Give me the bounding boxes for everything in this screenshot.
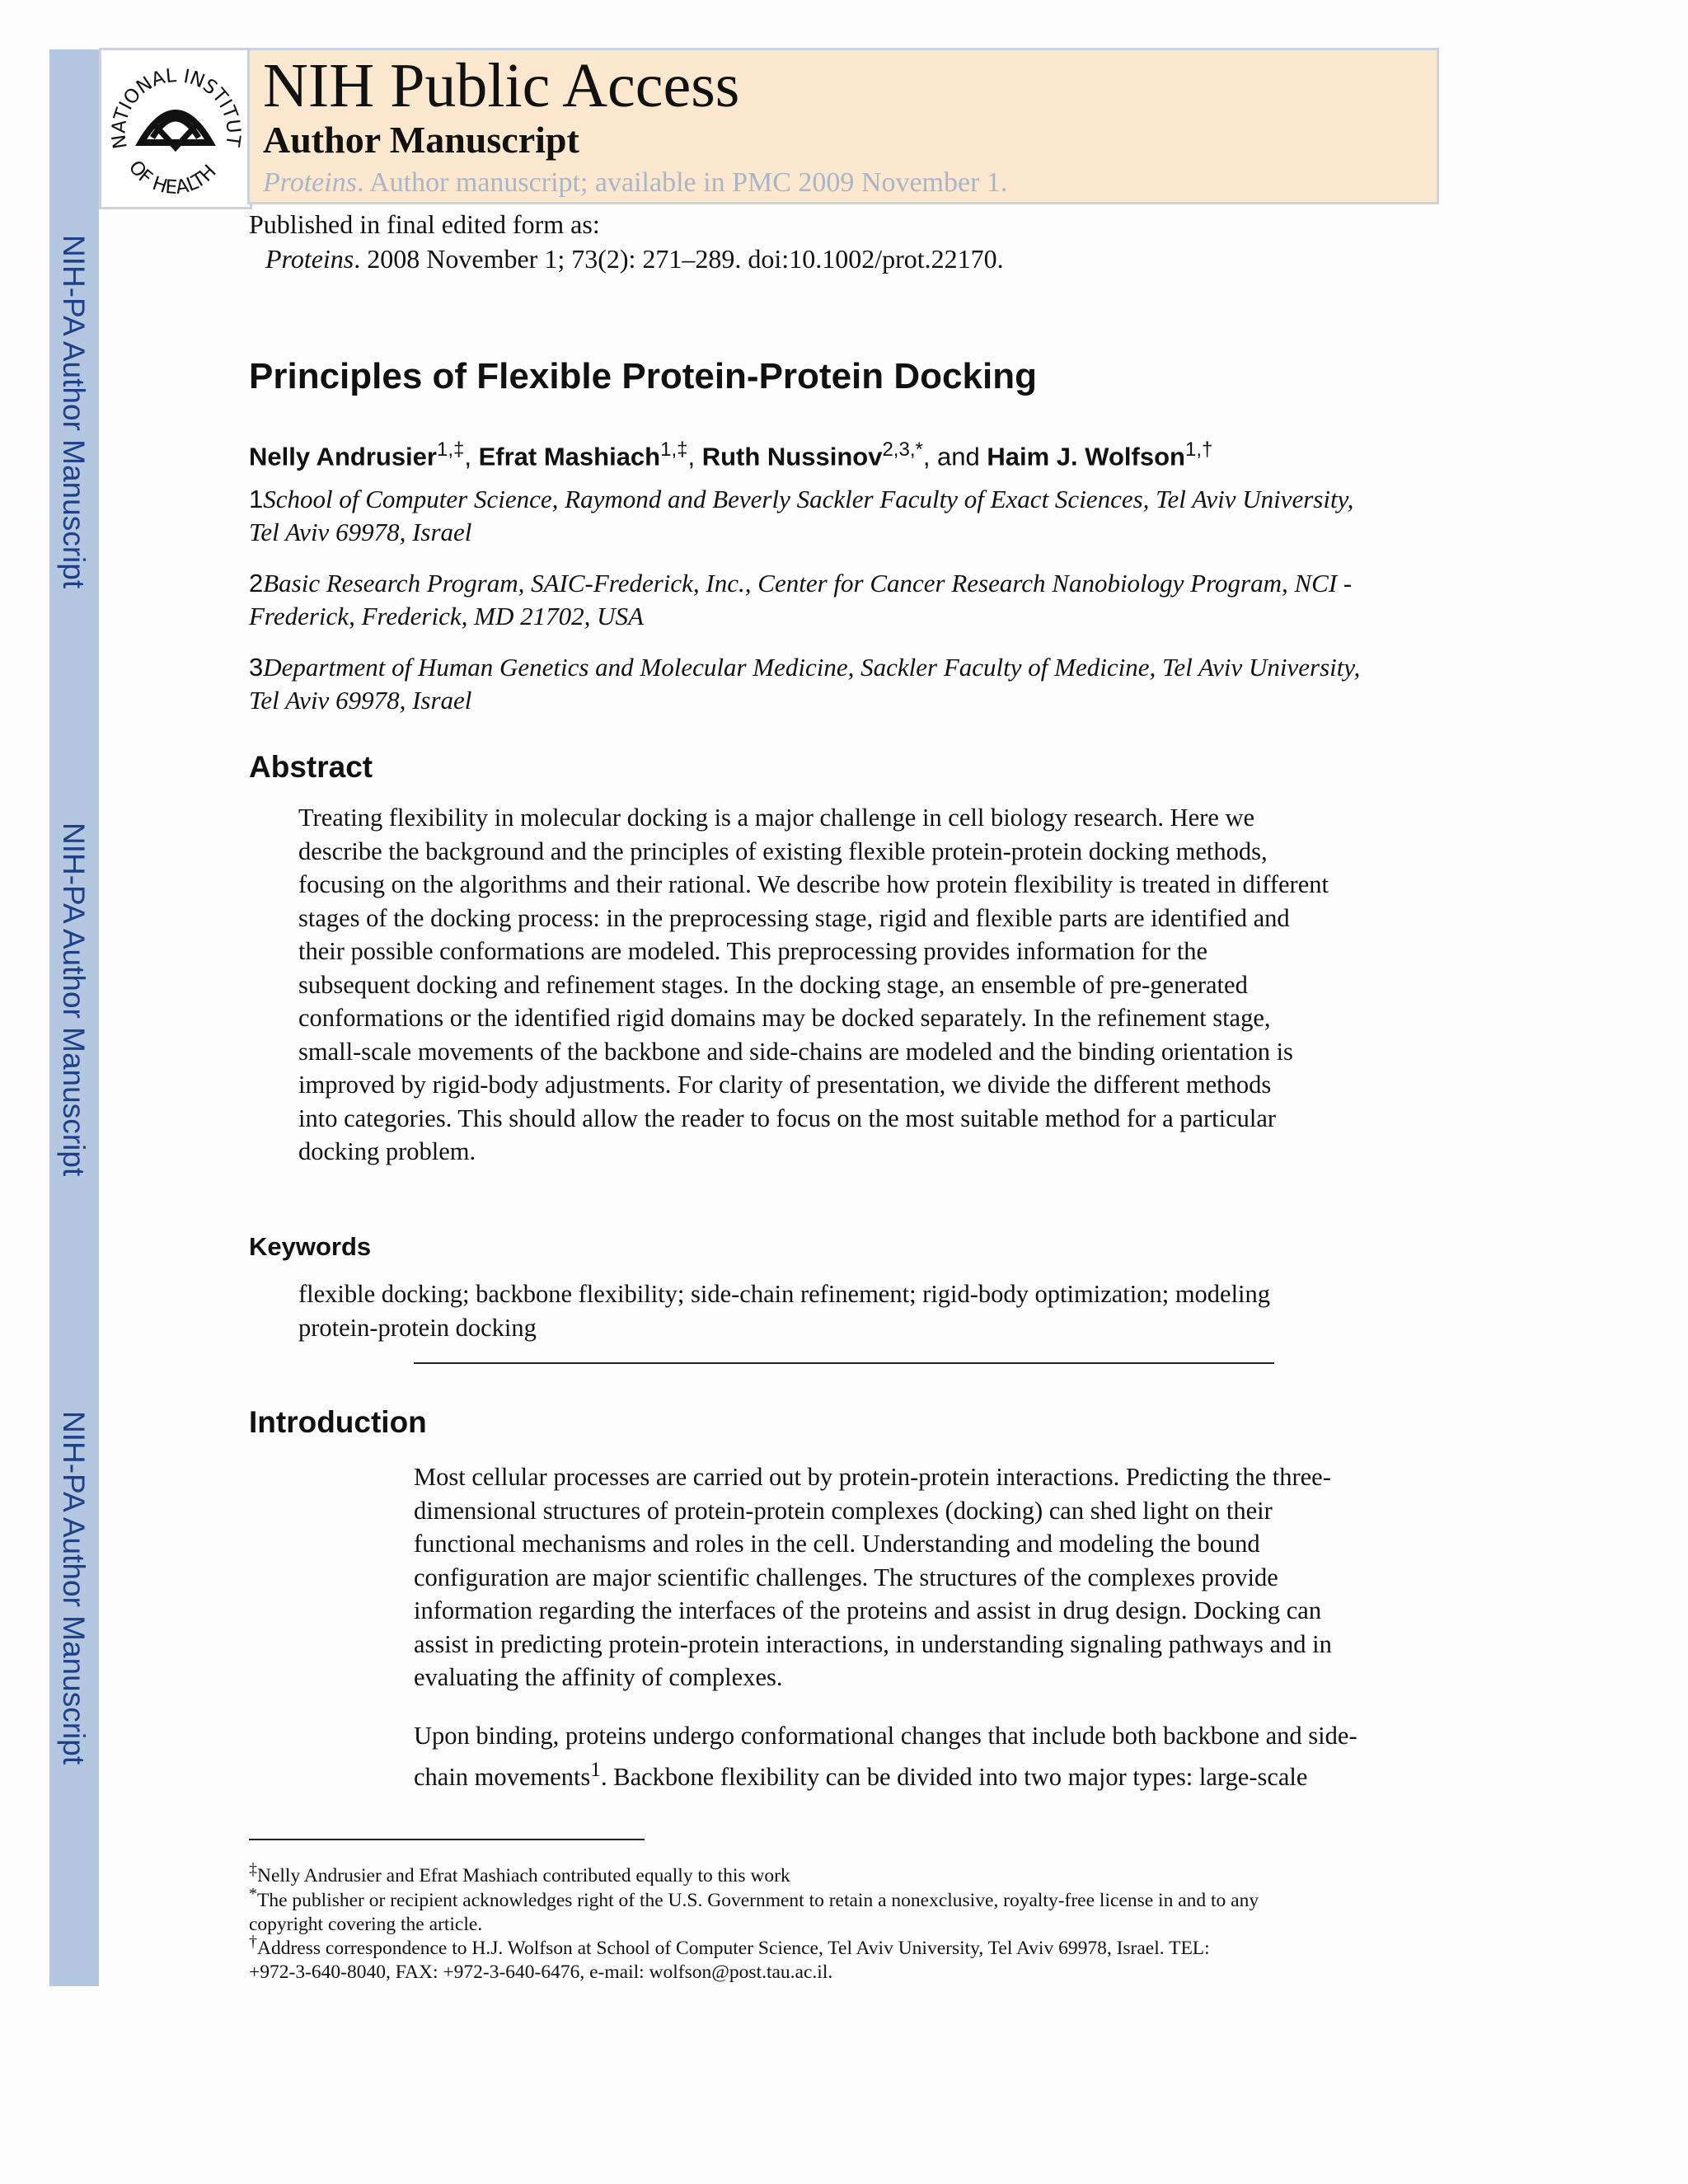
introduction-paragraph-1: Most cellular processes are carried out by protein-protein interactions. Predicting the three- dimensional structures of protein-protein complexes (docking) can shed light on their functional mechanisms and roles in the cell. Understanding and modeling the bound configuration are major scientific challenges. The structures of the complexes provide information regarding the interfaces of the proteins and assist in drug design. Docking can assist in predicting protein-protein interactions, in understanding signaling pathways and in evaluating the affinity of complexes. — [414, 1463, 1332, 1691]
keywords-heading: Keywords — [249, 1232, 372, 1261]
affiliation-1: 1School of Computer Science, Raymond and Beverly Sackler Faculty of Exact Sciences, Tel Aviv University, Tel Aviv 69978, Israel — [249, 485, 1354, 546]
introduction-paragraph-2: Upon binding, proteins undergo conformational changes that include both backbone and side- chain movements$^1$. Backbone flexibility can be divided into two major types: large-scale — [414, 1722, 1357, 1791]
svg-text:NATIONAL INSTITUTES: NATIONAL INSTITUT — [108, 65, 245, 151]
footnote-1: ‡Nelly Andrusier and Efrat Mashiach contributed equally to this work — [249, 1860, 790, 1886]
reference-marker: 1 — [590, 1757, 601, 1781]
banner-title: NIH Public Access — [263, 51, 740, 120]
author-list: Nelly Andrusier$^{1,\ddagger}$, Efrat Mashiach$^{1,\ddagger}$, Ruth Nussinov$^{2,3,*}$, and Haim J. Wolfson$^{1,\dagger}$ — [249, 438, 1213, 471]
footnote-divider — [249, 1839, 645, 1840]
introduction-heading: Introduction — [249, 1405, 427, 1439]
abstract-text: Treating flexibility in molecular docking is a major challenge in cell biology research. Here we describe the background and the principles of existing flexible protein-protein docking methods, focusing on the algorithms and their rational. We describe how protein flexibility is treated in different stages of the docking process: in the preprocessing stage, rigid and flexible parts are identified and their possible conformations are modeled. This preprocessing provides information for the subsequent docking and refinement stages. In the docking stage, an ensemble of pre-generated conformations or the identified rigid domains may be docked separately. In the refinement stage, small-scale movements of the backbone and side-chains are modeled and the binding orientation is improved by rigid-body adjustments. For clarity of presentation, we divide the different methods into categories. This should allow the reader to focus on the most suitable method for a particular docking problem. — [298, 804, 1329, 1165]
section-divider — [414, 1362, 1274, 1364]
author-name: Haim J. Wolfson — [987, 442, 1185, 471]
citation: Proteins. 2008 November 1; 73(2): 271–289. doi:10.1002/prot.22170. — [265, 244, 1004, 274]
affiliation-3: 3Department of Human Genetics and Molecular Medicine, Sackler Faculty of Medicine, Tel Aviv University, Tel Aviv 69978, Israel — [249, 653, 1361, 715]
footnote-3: †Address correspondence to H.J. Wolfson at School of Computer Science, Tel Aviv University, Tel Aviv 69978, Israel. TEL: +972-3-640-8040, FAX: +972-3-640-6476, e-mail: wolfson@post.tau.ac.il. — [249, 1933, 1210, 1983]
affiliation-2: 2Basic Research Program, SAIC-Frederick, Inc., Center for Cancer Research Nanobiology Program, NCI - Frederick, Frederick, MD 21702, USA — [249, 569, 1353, 630]
footnote-2: *The publisher or recipient acknowledges right of the U.S. Government to retain a nonexclusive, royalty-free license in and to any copyright covering the article. — [249, 1885, 1259, 1935]
published-label: Published in final edited form as: — [249, 209, 600, 239]
nih-public-access-banner — [247, 48, 1439, 204]
nih-seal-icon — [101, 50, 250, 207]
author-name: Efrat Mashiach — [478, 442, 661, 471]
banner-availability: Proteins. Author manuscript; available in PMC 2009 November 1. — [263, 167, 1008, 198]
abstract-heading: Abstract — [249, 750, 373, 784]
article-title: Principles of Flexible Protein-Protein Docking — [249, 356, 1037, 396]
author-name: Ruth Nussinov — [701, 442, 883, 471]
nih-logo — [99, 48, 252, 209]
keywords-text: flexible docking; backbone flexibility; side-chain refinement; rigid-body optimization; modeling protein-protein docking — [298, 1280, 1271, 1342]
svg-text:OF HEALTH: OF HEALTH — [124, 157, 221, 199]
author-name: Nelly Andrusier — [249, 442, 437, 471]
banner-subtitle: Author Manuscript — [263, 119, 579, 161]
